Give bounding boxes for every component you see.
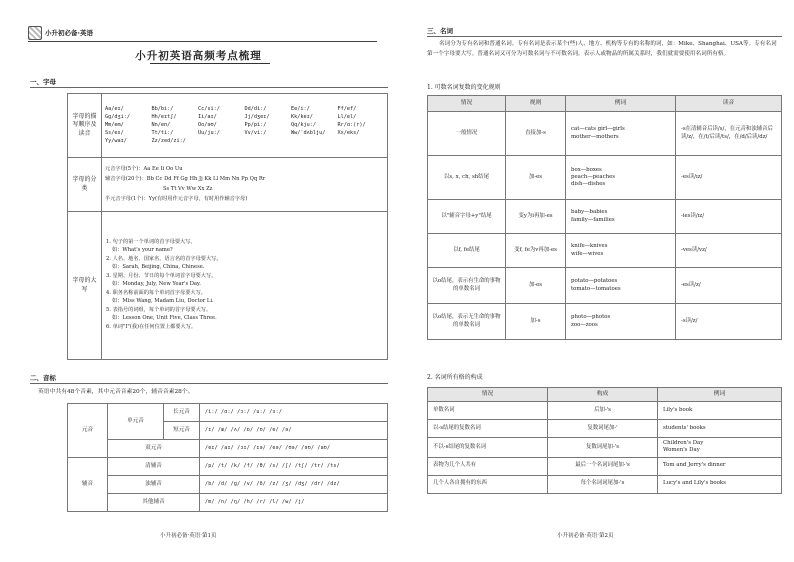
possessive-heading: 2. 名词所有格的构成 <box>427 374 483 381</box>
plural-table-cell: 加-es <box>506 268 566 304</box>
plural-table-cell: 以o结尾，表示无生命的事物的单数名词 <box>428 304 506 340</box>
capital-rule: 如：Monday, July, New Year's Day. <box>112 281 201 288</box>
alphabet-letter: Aa/eɪ/ <box>105 105 124 112</box>
other-consonant-label: 其他辅音 <box>108 494 200 512</box>
possessive-table-row <box>428 457 782 475</box>
capital-rules-list <box>102 236 387 336</box>
alphabet-cell <box>102 94 388 158</box>
alphabet-letter: Ff/ef/ <box>337 105 357 112</box>
alphabet-letter: Mm/em/ <box>105 121 124 128</box>
plural-table-header: 情况 <box>428 96 506 112</box>
plural-table-row <box>428 200 782 234</box>
plural-table-cell: 以s, x, ch, sh结尾 <box>428 156 506 200</box>
capital-rule: 5. 表指号的词组，每个单词的首字母要大写。 <box>106 306 212 313</box>
plural-table-row <box>428 304 782 340</box>
voiceless-label: 清辅音 <box>108 458 200 476</box>
plural-table-header: 规则 <box>506 96 566 112</box>
diphthong-symbols: /eɪ/ /aɪ/ /ɔɪ/ /ɪə/ /eə/ /ʊə/ /əʊ/ /aʊ/ <box>200 440 388 458</box>
possessive-table-cell: 表物为几个人共有 <box>428 457 548 475</box>
alphabet-letter: Ee/iː/ <box>291 105 310 112</box>
possessive-table-cell: Lily's book <box>658 402 782 420</box>
section-phonetics-heading: 二、音标 <box>30 374 56 382</box>
plural-table-cell: 加-es <box>506 156 566 200</box>
plural-table-cell: 以"辅音字母+y"结尾 <box>428 200 506 234</box>
letters-capital-label: 字母的大写 <box>68 212 102 360</box>
plural-table-row <box>428 112 782 156</box>
alphabet-letter: Oo/əʊ/ <box>198 121 217 128</box>
plural-table-row <box>428 234 782 268</box>
header-line <box>28 41 377 42</box>
capital-rule: 如：Sarah, Beijing, China, Chinese. <box>112 264 205 271</box>
plural-table-row <box>428 268 782 304</box>
alphabet-letter: Hh/eɪtʃ/ <box>151 113 177 120</box>
plural-table-cell: knife—knives wife—wives <box>566 234 676 268</box>
alphabet-letter: Ss/es/ <box>105 130 124 136</box>
phonetics-table <box>67 403 388 512</box>
possessive-table-cell: 不以-s结尾的复数名词 <box>428 438 548 458</box>
plural-table-cell: -s读/z/ <box>676 304 782 340</box>
alphabet-letter: Cc/siː/ <box>198 105 220 112</box>
voiceless-symbols: /p/ /t/ /k/ /f/ /θ/ /s/ /ʃ/ /tʃ/ /tr/ /ts/ <box>200 458 388 476</box>
plural-table-row <box>428 156 782 200</box>
plural-rules-table <box>427 95 782 340</box>
capital-rule: 2. 人名、地名、国家名、语言名的首字母要大写。 <box>106 255 222 262</box>
plural-table-cell: 一般情况 <box>428 112 506 156</box>
plural-table-cell: cat—cats girl—girls mother—mothers <box>566 112 676 156</box>
alphabet-letter: Jj/dʒeɪ/ <box>244 113 270 120</box>
footer-left: 小升初必备·英语·第1页 <box>160 533 217 539</box>
plural-table-header: 例词 <box>566 96 676 112</box>
alphabet-letter: Bb/biː/ <box>151 105 174 112</box>
phonetics-intro: 英语中共有48个音素，其中元音音素20个，辅音音素28个。 <box>38 389 194 395</box>
plural-table-cell: 变f, fe为v再加-es <box>506 234 566 268</box>
capital-rule: 如：What's your name? <box>112 247 173 254</box>
possessive-table-cell: students' books <box>658 420 782 438</box>
diphthong-label: 双元音 <box>108 440 200 458</box>
possessive-table-cell: Tom and Jerry's dinner <box>658 457 782 475</box>
consonant-label: 辅音 <box>68 458 108 512</box>
alphabet-letter: Dd/diː/ <box>244 105 267 112</box>
long-vowel-symbols: /iː/ /ɑː/ /ɔː/ /uː/ /ɜː/ <box>200 404 388 422</box>
capital-rule: 如：Lesson One, Unit Five, Class Three. <box>112 315 217 322</box>
possessive-table-cell: Lucy's and Lily's books <box>658 475 782 493</box>
alphabet-letter: Kk/keɪ/ <box>291 113 313 120</box>
consonant-letters-line-2: Ss Tt Vv Ww Xx Zz <box>163 186 213 192</box>
plural-table-cell: photo—photos zoo—zoos <box>566 304 676 340</box>
alphabet-letter: Rr/ɑː(r)/ <box>337 121 366 128</box>
plural-table-header: 读音 <box>676 96 782 112</box>
section-letters-heading: 一、字母 <box>30 78 56 86</box>
plural-table-cell: -s在清辅音后读/s/，在元音和浊辅音后读/z/，在/t/后读/ts/，在/d/后读/dz/ <box>676 112 782 156</box>
section-nouns-bar <box>427 36 782 37</box>
possessive-table-row <box>428 420 782 438</box>
possessive-table <box>427 387 782 494</box>
category-cell <box>102 158 388 212</box>
plural-rules-heading: 1. 可数名词复数的变化规则 <box>427 84 501 91</box>
alphabet-letter: Uu/juː/ <box>198 130 220 136</box>
plural-table-cell: 加-s <box>506 304 566 340</box>
possessive-table-header: 例词 <box>658 388 782 402</box>
possessive-table-cell: 几个人各自拥有的东西 <box>428 475 548 493</box>
alphabet-letter: Pp/piː/ <box>244 121 267 128</box>
alphabet-letter: Qq/kjuː/ <box>291 121 316 128</box>
header-badge-text: 小升初必备·英语 <box>45 28 93 37</box>
capital-rule: 6. 单词"I"(我)在任何位置上都要大写。 <box>106 323 197 330</box>
plural-table-cell: -es读/ɪz/ <box>676 156 782 200</box>
alphabet-letter: Xx/eks/ <box>337 130 360 136</box>
alphabet-letter: Zz/zed/ziː/ <box>151 138 186 145</box>
possessive-table-cell: 以-s结尾的复数名词 <box>428 420 548 438</box>
plural-table-cell: 以o结尾，表示有生命的事物的单数名词 <box>428 268 506 304</box>
alphabet-grid <box>102 103 387 148</box>
possessive-table-cell: 复数词尾加-' <box>548 420 658 438</box>
long-vowel-label: 长元音 <box>164 404 200 422</box>
plural-table-cell: -ves读/vz/ <box>676 234 782 268</box>
vowel-letters-line: 元音字母(5个)：Aa Ee Ii Oo Uu <box>105 165 183 172</box>
consonant-letters-line-1: 辅音字母(20个)：Bb Cc Dd Ff Gg Hh Jj Kk Ll Mm Nn Pp Qq Rr <box>105 175 266 182</box>
mono-vowel-label: 单元音 <box>108 404 164 440</box>
plural-table-cell: 直接加-s <box>506 112 566 156</box>
short-vowel-symbols: /ɪ/ /æ/ /ʌ/ /ɒ/ /ʊ/ /e/ /ə/ <box>200 422 388 440</box>
nouns-intro-paragraph: 名词分为专有名词和普通名词。专有名词是表示某个(些)人、地方、机构等专有的名称的词，如：Mike、Shanghai、USA等。专有名词第一个字母要大写。普通名词又可分为可数名词与不可数名词。表示人或物品的所属关系时，我们就需要使用名词所有格。 <box>427 41 777 57</box>
capital-rule: 4. 职务名称前面的每个单词首字母要大写。 <box>106 289 206 296</box>
alphabet-letter: Vv/viː/ <box>244 130 267 136</box>
letters-order-label: 字母的描写顺序及读音 <box>68 94 102 158</box>
alphabet-letter: Ww/ˈdʌblju/ <box>291 130 326 136</box>
possessive-table-row <box>428 438 782 458</box>
plural-table-cell: 以f, fe结尾 <box>428 234 506 268</box>
document-title: 小升初英语高频考点梳理 <box>135 50 262 62</box>
possessive-table-cell: Children's Day Women's Day <box>658 438 782 458</box>
header-badge <box>28 26 93 40</box>
alphabet-letter: Gg/dʒiː/ <box>105 113 130 120</box>
right-page <box>397 0 794 562</box>
title-underline <box>150 63 270 64</box>
logo-icon <box>28 26 42 40</box>
letters-category-label: 字母的分类 <box>68 158 102 212</box>
plural-table-cell: -es读/z/ <box>676 268 782 304</box>
possessive-table-cell: 最后一个名词词尾加-'s <box>548 457 658 475</box>
possessive-table-cell: 每个名词词尾加-'s <box>548 475 658 493</box>
possessive-table-cell: 单数名词 <box>428 402 548 420</box>
alphabet-letter: Tt/tiː/ <box>151 130 174 136</box>
plural-table-cell: -ies读/ɪz/ <box>676 200 782 234</box>
voiced-label: 浊辅音 <box>108 476 200 494</box>
capital-rule: 3. 星期、月份、节日的每个单词首字母要大写。 <box>106 272 217 279</box>
possessive-table-cell: 复数词尾加-'s <box>548 438 658 458</box>
short-vowel-label: 短元音 <box>164 422 200 440</box>
section-nouns-heading: 三、名词 <box>427 27 453 35</box>
capital-rule: 如：Miss Wang, Madam Liu, Doctor Li. <box>112 298 214 305</box>
section-phonetics-bar <box>30 383 388 384</box>
plural-table-cell: box—boxes peach—peaches dish—dishes <box>566 156 676 200</box>
plural-table-cell: 变y为i再加-es <box>506 200 566 234</box>
alphabet-letter: Nn/en/ <box>151 121 171 128</box>
possessive-table-header: 情况 <box>428 388 548 402</box>
other-consonant-symbols: /m/ /n/ /ŋ/ /h/ /r/ /l/ /w/ /j/ <box>200 494 388 512</box>
voiced-symbols: /b/ /d/ /g/ /v/ /ð/ /z/ /ʒ/ /dʒ/ /dr/ /dz/ <box>200 476 388 494</box>
section-letters-bar <box>30 87 388 88</box>
plural-table-cell: baby—babies family—families <box>566 200 676 234</box>
possessive-table-row <box>428 402 782 420</box>
alphabet-letter: Yy/waɪ/ <box>105 138 127 145</box>
possessive-table-row <box>428 475 782 493</box>
possessive-table-header: 构成 <box>548 388 658 402</box>
plural-table-cell: potato—potatoes tomato—tomatoes <box>566 268 676 304</box>
alphabet-letter: Ii/aɪ/ <box>198 113 217 120</box>
capital-rules-cell <box>102 212 388 360</box>
possessive-table-cell: 后加-'s <box>548 402 658 420</box>
capital-rule: 1. 句子的第一个单词的首字母要大写。 <box>106 238 196 245</box>
semi-vowel-line: 半元音字母(1个)：Yy(有时用作元音字母，有时用作辅音字母) <box>105 196 248 203</box>
letters-table <box>67 93 388 360</box>
vowel-label: 元音 <box>68 404 108 458</box>
footer-right: 小升初必备·英语·第2页 <box>557 533 614 539</box>
alphabet-letter: Ll/el/ <box>337 113 357 120</box>
